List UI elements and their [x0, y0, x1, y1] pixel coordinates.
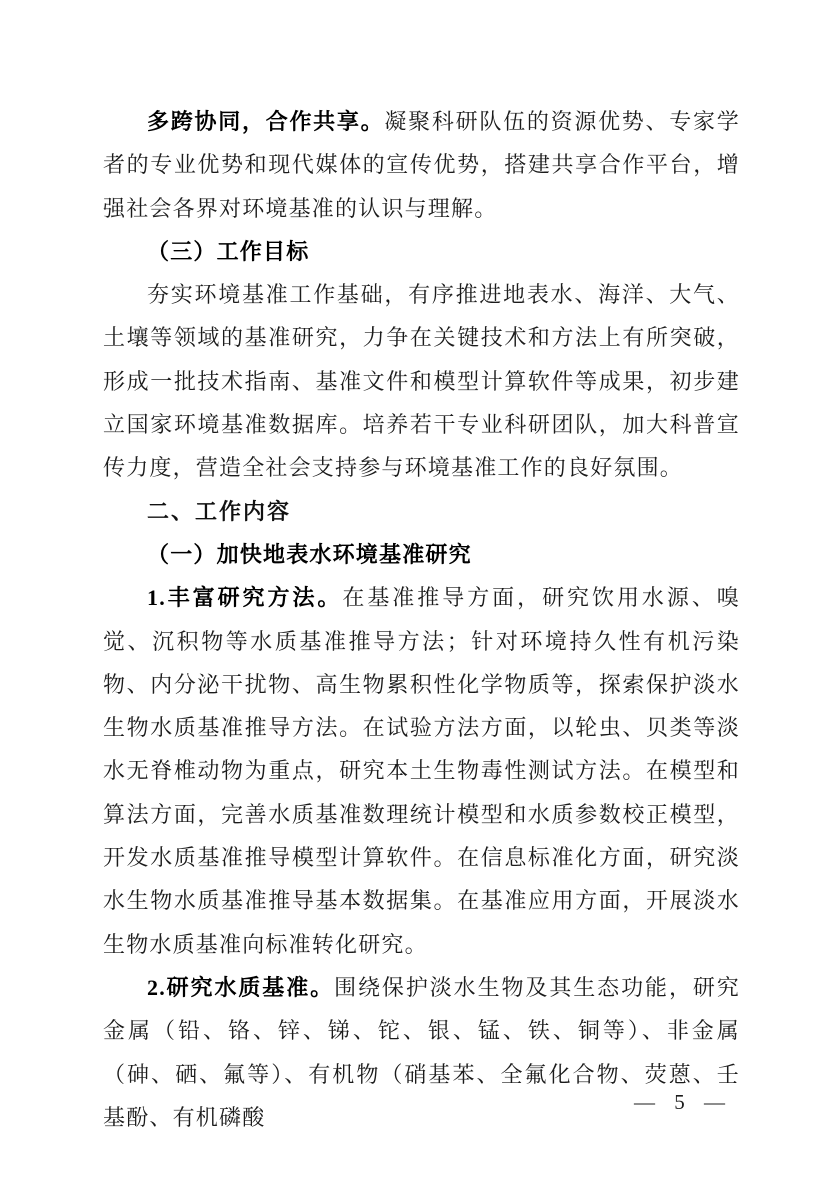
- paragraph-text-water-quality-criteria: 围绕保护淡水生物及其生态功能，研究金属（铅、铬、锌、锑、铊、银、锰、铁、铜等）、非金属（砷、硒、氟等）、有机物（硝基苯、全氟化合物、荧蒽、壬基酚、有机磷酸: [103, 974, 740, 1130]
- section-heading-work-goals: （三）工作目标: [147, 238, 310, 264]
- chapter-heading-work-content: 二、工作内容: [147, 498, 292, 524]
- document-body: [103, 100, 740, 1139]
- page-number-label: — 5 —: [634, 1090, 727, 1114]
- paragraph-text-collaboration: 凝聚科研队伍的资源优势、专家学者的专业优势和现代媒体的宣传优势，搭建共享合作平台，增强社会各界对环境基准的认识与理解。: [103, 109, 740, 221]
- paragraph-research-methods: [103, 576, 740, 966]
- paragraph-lead-research-methods: 1.丰富研究方法。: [147, 585, 343, 611]
- page-number: [634, 1090, 727, 1115]
- paragraph-work-goals: [103, 273, 740, 489]
- paragraph-collaboration: [103, 100, 740, 230]
- paragraph-text-research-methods: 在基准推导方面，研究饮用水源、嗅觉、沉积物等水质基准推导方法；针对环境持久性有机污染物、内分泌干扰物、高生物累积性化学物质等，探索保护淡水生物水质基准推导方法。在试验方法方面，以轮虫、贝类等淡水无脊椎动物为重点，研究本土生物毒性测试方法。在模型和算法方面，完善水质基准数理统计模型和水质参数校正模型，开发水质基准推导模型计算软件。在信息标准化方面，研究淡水生物水质基准推导基本数据集。在基准应用方面，开展淡水生物水质基准向标准转化研究。: [103, 585, 740, 957]
- paragraph-lead-collaboration: 多跨协同，合作共享。: [147, 109, 385, 134]
- section-heading-surface-water-research: （一）加快地表水环境基准研究: [147, 541, 472, 567]
- paragraph-text-work-goals: 夯实环境基准工作基础，有序推进地表水、海洋、大气、土壤等领域的基准研究，力争在关键技术和方法上有所突破，形成一批技术指南、基准文件和模型计算软件等成果，初步建立国家环境基准数据库。培养若干专业科研团队，加大科普宣传力度，营造全社会支持参与环境基准工作的良好氛围。: [103, 282, 740, 481]
- paragraph-lead-water-quality-criteria: 2.研究水质基准。: [147, 974, 335, 1000]
